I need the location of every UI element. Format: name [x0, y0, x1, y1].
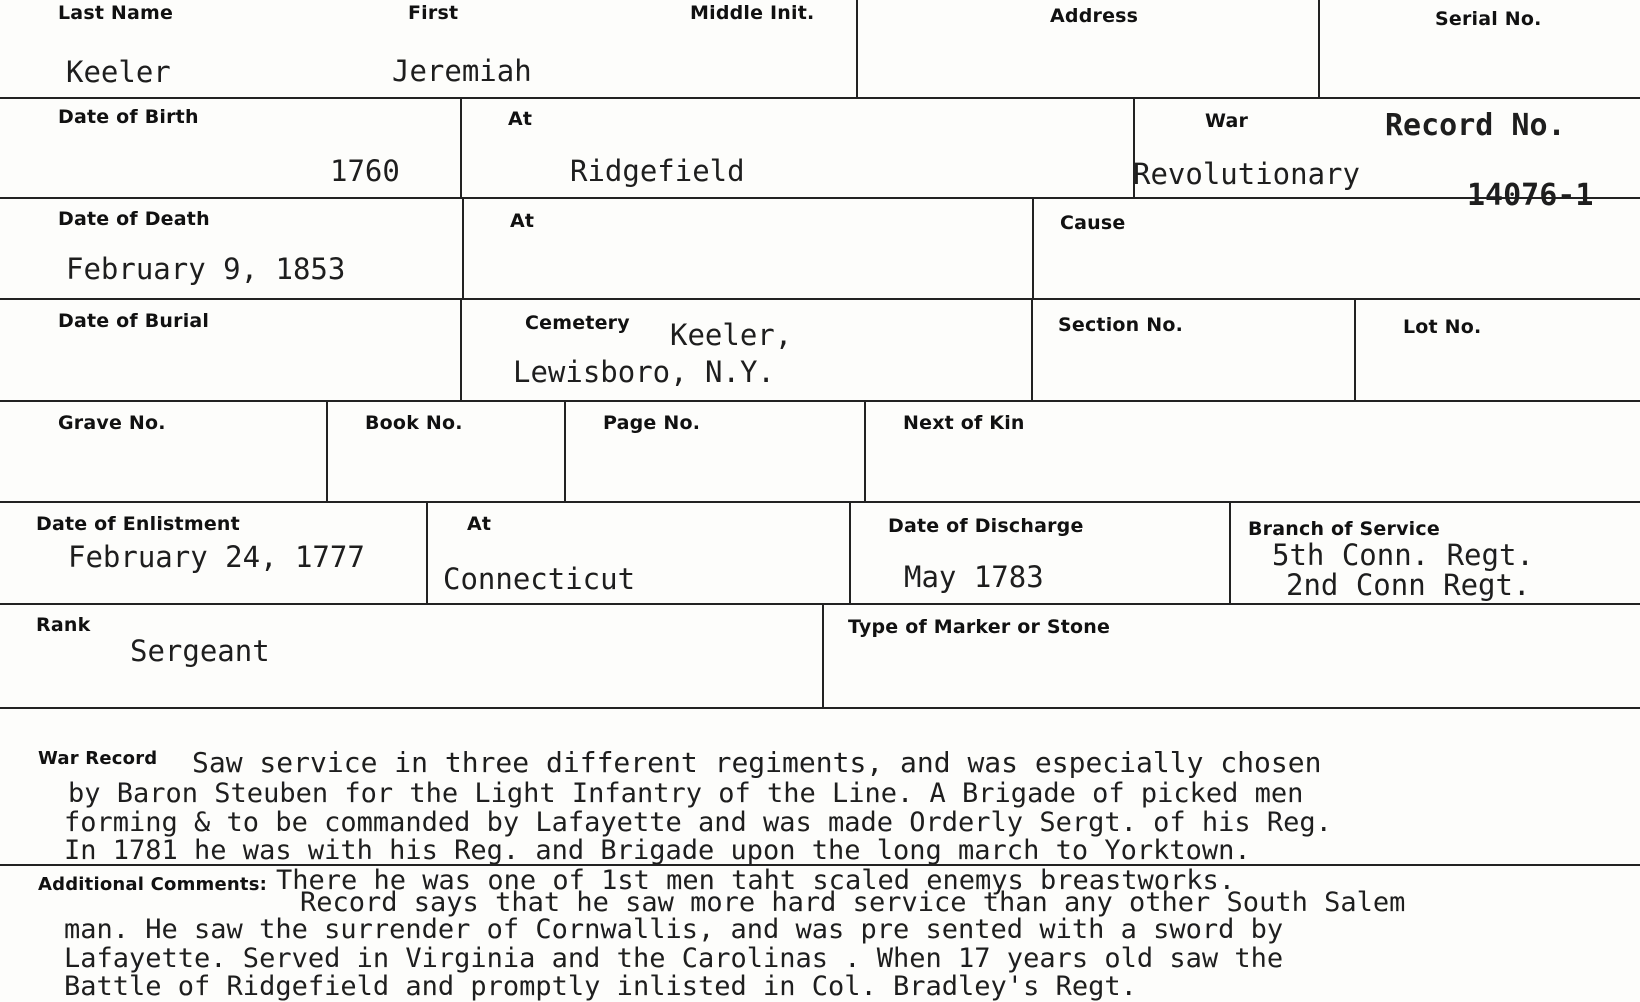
column-divider	[822, 603, 824, 707]
row-divider	[0, 400, 1640, 402]
first-name-value: Jeremiah	[392, 54, 532, 88]
birth-at-label: At	[508, 108, 533, 130]
last-name-value: Keeler	[66, 55, 171, 89]
cemetery-location-value: Lewisboro, N.Y.	[513, 355, 775, 389]
first-name-label: First	[408, 2, 459, 24]
last-name-label: Last Name	[58, 2, 174, 24]
rank-value: Sergeant	[130, 634, 270, 668]
column-divider	[460, 97, 462, 197]
war-record-label: War Record	[38, 748, 158, 769]
middle-init-label: Middle Init.	[690, 2, 815, 24]
column-divider	[1229, 501, 1231, 603]
record-no-label: Record No.	[1385, 108, 1566, 143]
date-of-enlistment-label: Date of Enlistment	[36, 513, 240, 535]
column-divider	[564, 400, 566, 501]
row-divider	[0, 197, 1640, 199]
column-divider	[864, 400, 866, 501]
war-record-line: In 1781 he was with his Reg. and Brigade upon the long march to Yorktown.	[64, 835, 1251, 866]
marker-type-label: Type of Marker or Stone	[848, 616, 1111, 638]
row-divider	[0, 298, 1640, 300]
column-divider	[426, 501, 428, 603]
birth-place-value: Ridgefield	[570, 154, 745, 188]
date-of-death-label: Date of Death	[58, 208, 210, 230]
comment-line: Battle of Ridgefield and promptly inlisted in Col. Bradley's Regt.	[64, 971, 1137, 1002]
additional-comments-label: Additional Comments:	[38, 874, 268, 895]
date-of-discharge-label: Date of Discharge	[888, 515, 1084, 537]
column-divider	[856, 0, 858, 97]
war-label: War	[1205, 110, 1249, 132]
next-of-kin-label: Next of Kin	[903, 412, 1025, 434]
comment-line: Record says that he saw more hard service than any other South Salem	[300, 887, 1406, 918]
row-divider	[0, 501, 1640, 503]
rank-label: Rank	[36, 614, 91, 636]
column-divider	[326, 400, 328, 501]
column-divider	[849, 501, 851, 603]
death-at-label: At	[510, 210, 535, 232]
date-of-burial-label: Date of Burial	[58, 310, 210, 332]
comment-line: There he was one of 1st men taht scaled enemys breastworks.	[276, 865, 1236, 896]
date-of-death-value: February 9, 1853	[66, 252, 346, 286]
cemetery-label: Cemetery	[525, 312, 630, 334]
column-divider	[1032, 197, 1034, 298]
column-divider	[1318, 0, 1320, 97]
date-of-birth-value: 1760	[330, 154, 400, 188]
date-of-birth-label: Date of Birth	[58, 106, 199, 128]
book-no-label: Book No.	[365, 412, 463, 434]
grave-no-label: Grave No.	[58, 412, 166, 434]
war-record-line: by Baron Steuben for the Light Infantry of the Line. A Brigade of picked men	[68, 778, 1304, 809]
comment-line: Lafayette. Served in Virginia and the Carolinas . When 17 years old saw the	[64, 943, 1284, 974]
section-no-label: Section No.	[1058, 314, 1183, 336]
column-divider	[462, 197, 464, 298]
column-divider	[1031, 298, 1033, 400]
page-no-label: Page No.	[603, 412, 701, 434]
column-divider	[1354, 298, 1356, 400]
branch-line2-value: 2nd Conn Regt.	[1286, 568, 1531, 602]
address-label: Address	[1050, 5, 1139, 27]
branch-line1-value: 5th Conn. Regt.	[1272, 538, 1534, 572]
war-value: Revolutionary	[1133, 157, 1360, 191]
war-record-line: Saw service in three different regiments, and was especially chosen	[192, 746, 1322, 779]
cause-label: Cause	[1060, 212, 1126, 234]
war-record-line: forming & to be commanded by Lafayette and was made Orderly Sergt. of his Reg.	[64, 807, 1332, 838]
cemetery-name-value: Keeler,	[670, 318, 793, 352]
branch-of-service-label: Branch of Service	[1248, 518, 1440, 540]
lot-no-label: Lot No.	[1403, 316, 1482, 338]
serial-no-label: Serial No.	[1435, 8, 1542, 30]
row-divider	[0, 97, 1640, 99]
enlistment-place-value: Connecticut	[443, 562, 636, 596]
enlistment-date-value: February 24, 1777	[68, 540, 365, 574]
column-divider	[460, 298, 462, 400]
record-no-value: 14076-1	[1467, 178, 1594, 213]
discharge-date-value: May 1783	[904, 560, 1044, 594]
enlist-at-label: At	[467, 513, 492, 535]
comment-line: man. He saw the surrender of Cornwallis, and was pre sented with a sword by	[64, 914, 1284, 945]
row-divider	[0, 603, 1640, 605]
row-divider	[0, 707, 1640, 709]
